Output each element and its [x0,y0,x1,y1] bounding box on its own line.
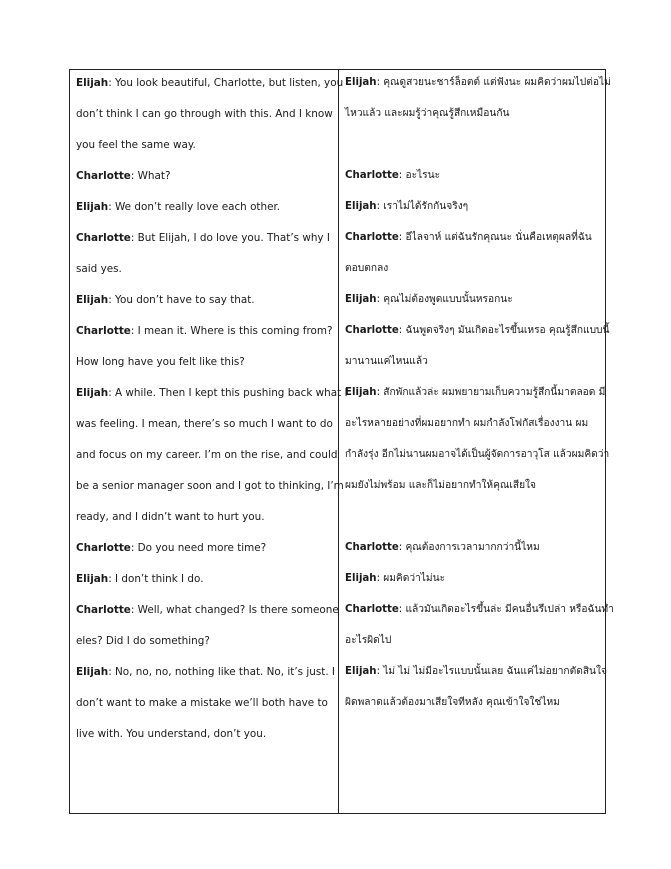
dialogue-line: Charlotte: ฉันพูดจริงๆ มันเกิดอะไรขึ้นเหรอ คุณรู้สึกแบบนี้ [345,325,610,336]
line-text: แล้วมันเกิดอะไรขึ้นล่ะ มีคนอื่นรึเปล่า หรือฉันทำ [405,604,614,615]
speaker-name: Charlotte [76,232,131,244]
dialogue-line [76,138,196,152]
dialogue-line [345,634,391,648]
line-text: อะไรผิดไป [345,635,392,646]
speaker-name: Charlotte [345,325,399,336]
line-text: คุณดูสวยนะชาร์ล็อตต์ แต่ฟังนะ ผมคิดว่าผมไปต่อไม่ [383,77,611,88]
line-text: ready, and I didn’t want to hurt you. [76,511,265,523]
line-text: you feel the same way. [76,139,196,151]
line-text: But Elijah, I do love you. That’s why I [137,232,330,244]
line-text: I don’t think I do. [115,573,204,585]
speaker-name: Elijah [76,77,109,89]
dialogue-line: Elijah: A while. Then I kept this pushing back what I [76,387,348,399]
dialogue-line: Charlotte: อีไลจาห์ แต่ฉันรักคุณนะ นั่นคือเหตุผลที่ฉัน [345,232,592,243]
dialogue-line: Elijah: I don’t think I do. [76,573,204,585]
line-text: A while. Then I kept this pushing back what I [115,387,348,399]
speaker-name: Charlotte [345,604,399,615]
dialogue-line: Elijah: ไม่ ไม่ ไม่มีอะไรแบบนั้นเลย ฉันแค่ไม่อยากตัดสินใจ [345,666,607,677]
line-text: ผมคิดว่าไม่นะ [383,573,446,584]
line-text: Do you need more time? [137,542,267,554]
dialogue-line [345,696,560,710]
dialogue-line [76,727,266,741]
speaker-name: Charlotte [345,542,399,553]
dialogue-line: Elijah: We don’t really love each other. [76,201,281,213]
speaker-name: Elijah [76,201,109,213]
line-text: มานานแค่ไหนแล้ว [345,356,428,367]
speaker-name: Elijah [345,201,377,212]
line-text: กำลังรุ่ง อีกไม่นานผมอาจได้เป็นผู้จัดการอาวุโส แล้วผมคิดว่า [345,449,610,460]
dialogue-table [69,69,614,814]
speaker-name: Elijah [76,387,109,399]
dialogue-line: Elijah: No, no, no, nothing like that. No, it’s just. I [76,666,335,678]
line-text: ฉันพูดจริงๆ มันเกิดอะไรขึ้นเหรอ คุณรู้สึกแบบนี้ [405,325,610,336]
dialogue-line: Charlotte: But Elijah, I do love you. That’s why I [76,232,330,244]
dialogue-line: Charlotte: Do you need more time? [76,542,267,554]
line-text: ไหวแล้ว และผมรู้ว่าคุณรู้สึกเหมือนกัน [345,108,510,119]
line-text: I mean it. Where is this coming from? [137,325,333,337]
line-text: How long have you felt like this? [76,356,245,368]
speaker-name: Charlotte [345,170,399,181]
speaker-name: Charlotte [76,542,131,554]
speaker-name: Elijah [345,666,377,677]
dialogue-line: Elijah: You look beautiful, Charlotte, but listen, you [76,77,344,89]
column-divider [338,70,339,813]
dialogue-line: Elijah: คุณดูสวยนะชาร์ล็อตต์ แต่ฟังนะ ผมคิดว่าผมไปต่อไม่ [345,77,611,88]
line-text: คุณต้องการเวลามากกว่านี้ไหม [405,542,540,553]
speaker-name: Elijah [76,666,109,678]
dialogue-line: Elijah: คุณไม่ต้องพูดแบบนั้นหรอกนะ [345,294,513,305]
dialogue-line [76,417,333,431]
line-text: don’t think I can go through with this. And I know [76,108,333,120]
speaker-name: Elijah [345,77,377,88]
line-text: ผมยังไม่พร้อม และก็ไม่อยากทำให้คุณเสียใจ [345,480,536,491]
line-text: อะไรนะ [405,170,441,181]
dialogue-line [345,417,588,431]
dialogue-line [345,448,609,462]
dialogue-line [76,448,338,462]
dialogue-line [345,355,428,369]
dialogue-line: Charlotte: อะไรนะ [345,170,441,181]
speaker-name: Elijah [76,573,109,585]
line-text: was feeling. I mean, there’s so much I want to do [76,418,333,430]
line-text: อีไลจาห์ แต่ฉันรักคุณนะ นั่นคือเหตุผลที่ฉัน [405,232,592,243]
line-text: Well, what changed? Is there someone [137,604,339,616]
dialogue-line: Charlotte: คุณต้องการเวลามากกว่านี้ไหม [345,542,540,553]
line-text: No, no, no, nothing like that. No, it’s just. I [115,666,335,678]
line-text: said yes. [76,263,122,275]
line-text: You don’t have to say that. [115,294,255,306]
line-text: We don’t really love each other. [115,201,281,213]
line-text: ไม่ ไม่ ไม่มีอะไรแบบนั้นเลย ฉันแค่ไม่อยากตัดสินใจ [383,666,607,677]
dialogue-line: Elijah: สักพักแล้วล่ะ ผมพยายามเก็บความรู้สึกนี้มาตลอด มี [345,387,606,398]
line-text: be a senior manager soon and I got to thinking, I’m [76,480,344,492]
speaker-name: Charlotte [345,232,399,243]
dialogue-line: Charlotte: What? [76,170,171,182]
speaker-name: Elijah [345,294,377,305]
line-text: and focus on my career. I’m on the rise, and could [76,449,338,461]
line-text: เราไม่ได้รักกันจริงๆ [383,201,469,212]
dialogue-line: Charlotte: I mean it. Where is this coming from? [76,325,333,337]
dialogue-line [76,634,210,648]
line-text: ผิดพลาดแล้วต้องมาเสียใจทีหลัง คุณเข้าใจใช่ไหม [345,697,560,708]
line-text: You look beautiful, Charlotte, but listen, you [115,77,344,89]
line-text: สักพักแล้วล่ะ ผมพยายามเก็บความรู้สึกนี้มาตลอด มี [383,387,606,398]
speaker-name: Charlotte [76,325,131,337]
speaker-name: Elijah [345,387,377,398]
line-text: don’t want to make a mistake we’ll both have to [76,697,328,709]
line-text: อะไรหลายอย่างที่ผมอยากทำ ผมกำลังโฟกัสเรื่องงาน ผม [345,418,589,429]
dialogue-line [76,355,245,369]
speaker-name: Elijah [345,573,377,584]
dialogue-line [345,262,388,276]
dialogue-line [76,107,333,121]
line-text: ตอบตกลง [345,263,389,274]
speaker-name: Charlotte [76,604,131,616]
dialogue-line [345,479,536,493]
dialogue-line [76,510,265,524]
dialogue-line: Elijah: You don’t have to say that. [76,294,255,306]
dialogue-line [76,479,344,493]
speaker-name: Elijah [76,294,109,306]
dialogue-line [76,696,328,710]
line-text: คุณไม่ต้องพูดแบบนั้นหรอกนะ [383,294,513,305]
dialogue-line: Elijah: เราไม่ได้รักกันจริงๆ [345,201,469,212]
line-text: eles? Did I do something? [76,635,210,647]
dialogue-line: Elijah: ผมคิดว่าไม่นะ [345,573,446,584]
dialogue-line: Charlotte: แล้วมันเกิดอะไรขึ้นล่ะ มีคนอื่นรึเปล่า หรือฉันทำ [345,604,614,615]
line-text: What? [137,170,171,182]
speaker-name: Charlotte [76,170,131,182]
line-text: live with. You understand, don’t you. [76,728,267,740]
dialogue-line [76,262,122,276]
dialogue-line [345,107,509,121]
dialogue-line: Charlotte: Well, what changed? Is there someone [76,604,339,616]
